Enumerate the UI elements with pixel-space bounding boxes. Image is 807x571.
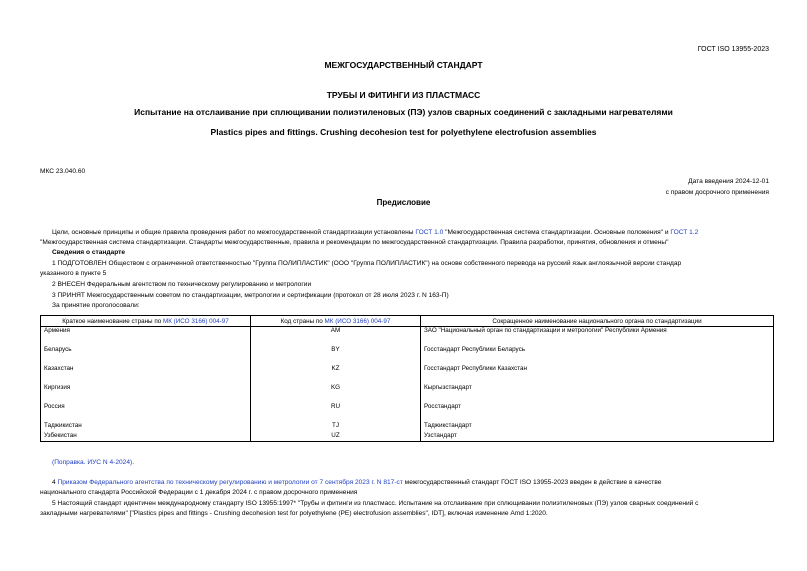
title-main: ТРУБЫ И ФИТИНГИ ИЗ ПЛАСТМАСС xyxy=(326,90,481,100)
mks-code: МКС 23.040.60 xyxy=(40,168,86,175)
body-cell: Росстандарт xyxy=(421,403,774,422)
code-cell: RU xyxy=(251,403,421,422)
mk-iso-3166-link[interactable]: МК (ИСО 3166) 004-97 xyxy=(324,317,391,325)
introduction-date: Дата введения 2024-12-01 xyxy=(688,178,769,185)
preface-paragraph-line1 xyxy=(52,228,698,238)
table-header-row xyxy=(41,316,774,327)
item-1-line2: указанного в пункте 5 xyxy=(40,270,107,277)
body-cell: Таджикстандарт xyxy=(421,422,774,432)
early-application-note: с правом досрочного применения xyxy=(665,189,769,196)
column-header-country: Краткое наименование страны по МК (ИСО 3166) 004-97 xyxy=(41,316,251,327)
standard-info-title: Сведения о стандарте xyxy=(52,249,126,256)
title-english: Plastics pipes and fittings. Crushing decohesion test for polyethylene electrofusion assemblies xyxy=(210,127,597,137)
country-cell: Армения xyxy=(41,327,251,346)
code-cell: TJ xyxy=(251,422,421,432)
table-row xyxy=(41,327,774,346)
gost-1-0-link[interactable]: ГОСТ 1.0 xyxy=(415,229,444,236)
document-code: ГОСТ ISO 13955-2023 xyxy=(697,46,769,53)
column-header-code: Код страны по МК (ИСО 3166) 004-97 xyxy=(251,316,421,327)
preface-text: Цели, основные принципы и общие правила проведения работ по межгосударственной стандартизации установлены xyxy=(52,229,416,236)
order-link[interactable]: Приказом Федерального агентства по техническому регулированию и метрологии от 7 сентября 2023 г. N 817-ст xyxy=(57,479,403,486)
item-4-line2: национального стандарта Российской Федерации с 1 декабря 2024 г. с правом досрочного применения xyxy=(40,489,358,496)
code-cell: BY xyxy=(251,346,421,365)
item-1-line1: 1 ПОДГОТОВЛЕН Обществом с ограниченной ответственностью "Группа ПОЛИПЛАСТИК" (ООО "Группа ПОЛИПЛАСТИК") на основе собственного перевода на русский язык англоязычной версии стандар xyxy=(52,260,682,267)
country-cell: Узбекистан xyxy=(41,432,251,442)
body-cell: Узстандарт xyxy=(421,432,774,442)
item-5-line2: закладными нагревателями" ["Plastics pipes and fittings - Crushing decohesion test for polyethylene (PE) electrofusion assemblies", IDT], включая изменение Amd 1:2020. xyxy=(40,510,548,517)
item-5-line1: 5 Настоящий стандарт идентичен международному стандарту ISO 13955:1997* "Трубы и фитинги из пластмасс. Испытание на отслаивание при сплющивании полиэтиленовых (ПЭ) узлов сварных соединений с xyxy=(52,500,699,507)
preface-paragraph-line2: "Межгосударственная система стандартизации. Стандарты межгосударственные, правила и рекомендации по межгосударственной стандартизации. Правила разработки, принятия, обновления и отмены" xyxy=(40,239,669,246)
country-cell: Россия xyxy=(41,403,251,422)
code-cell: UZ xyxy=(251,432,421,442)
body-cell: Госстандарт Республики Беларусь xyxy=(421,346,774,365)
voting-label: За принятие проголосовали: xyxy=(52,302,140,309)
table-row xyxy=(41,384,774,403)
body-cell: Госстандарт Республики Казахстан xyxy=(421,365,774,384)
code-cell: KG xyxy=(251,384,421,403)
country-cell: Беларусь xyxy=(41,346,251,365)
standard-type: МЕЖГОСУДАРСТВЕННЫЙ СТАНДАРТ xyxy=(324,60,483,70)
body-cell: ЗАО "Национальный орган по стандартизации и метрологии" Республики Армения xyxy=(421,327,774,346)
body-cell: Кыргызстандарт xyxy=(421,384,774,403)
table-row xyxy=(41,346,774,365)
preface-text: "Межгосударственная система стандартизации. Основные положения" и xyxy=(443,229,671,236)
table-row xyxy=(41,432,774,442)
table-row xyxy=(41,422,774,432)
item-4-line1: 4 Приказом Федерального агентства по техническому регулированию и метрологии от 7 сентября 2023 г. N 817-ст межгосударственный стандарт ГОСТ ISO 13955-2023 введен в действие в качестве xyxy=(52,479,662,486)
code-cell: KZ xyxy=(251,365,421,384)
item-3: 3 ПРИНЯТ Межгосударственным советом по стандартизации, метрологии и сертификации (протокол от 28 июля 2023 г. N 163-П) xyxy=(52,292,449,299)
voting-table xyxy=(40,315,774,442)
table-row xyxy=(41,403,774,422)
mk-iso-3166-link[interactable]: МК (ИСО 3166) 004-97 xyxy=(162,317,229,325)
table-row xyxy=(41,365,774,384)
gost-1-2-link[interactable]: ГОСТ 1.2 xyxy=(670,229,699,236)
amendment-link[interactable]: (Поправка. ИУС N 4-2024). xyxy=(52,459,135,466)
preface-title: Предисловие xyxy=(376,198,431,207)
item-2: 2 ВНЕСЕН Федеральным агентством по техническому регулированию и метрологии xyxy=(52,281,312,288)
country-cell: Таджикистан xyxy=(41,422,251,432)
country-cell: Казахстан xyxy=(41,365,251,384)
country-cell: Киргизия xyxy=(41,384,251,403)
column-header-body: Сокращенное наименование национального органа по стандартизации xyxy=(421,316,774,327)
title-russian: Испытание на отслаивание при сплющивании полиэтиленовых (ПЭ) узлов сварных соединений с закладными нагревателями xyxy=(134,107,673,117)
code-cell: AM xyxy=(251,327,421,346)
